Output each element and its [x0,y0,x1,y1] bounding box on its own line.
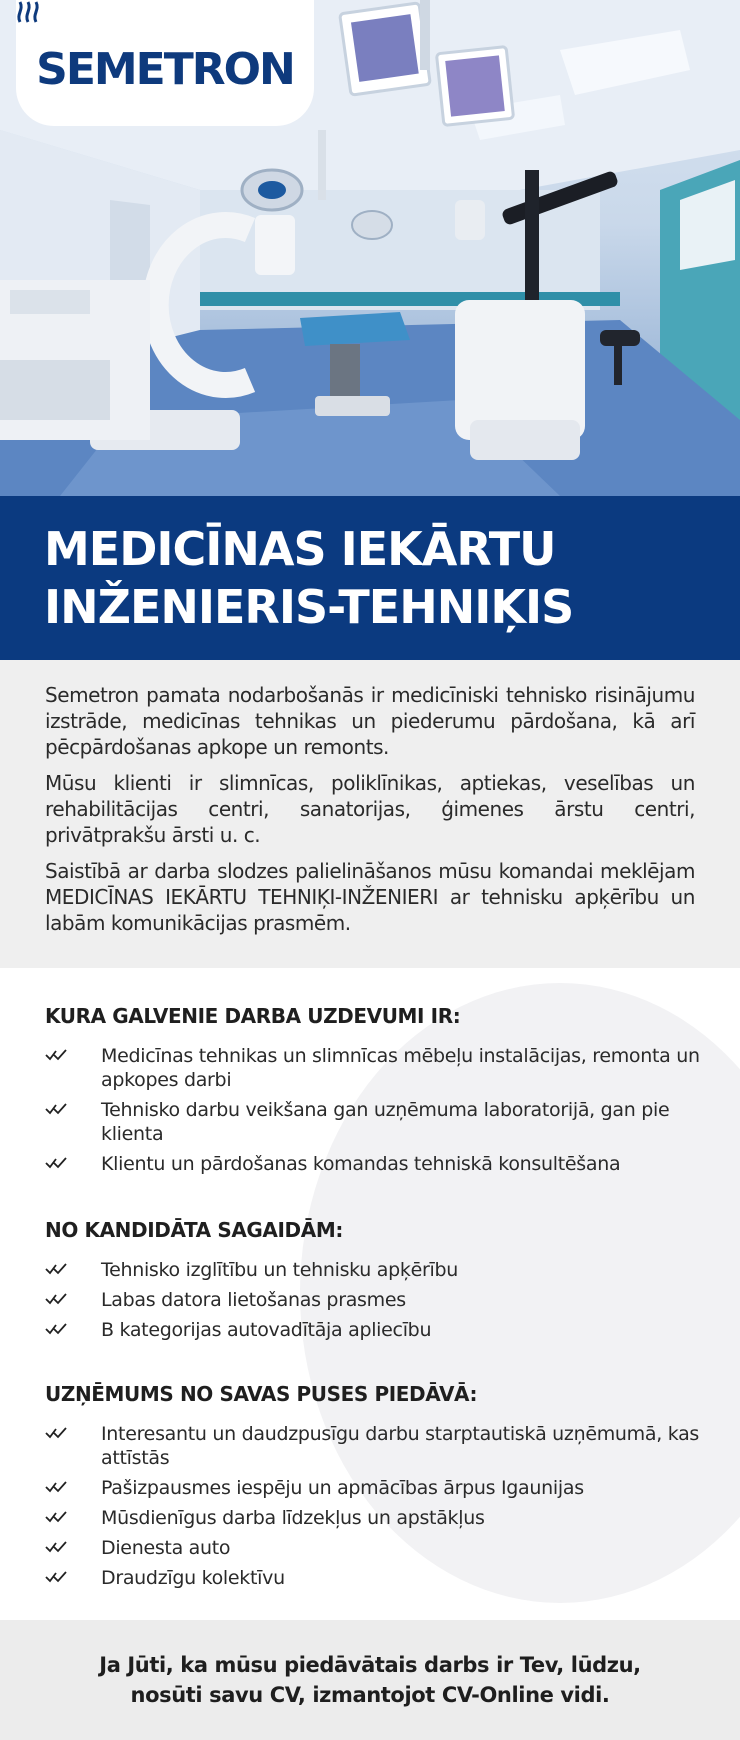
list-item [45,1536,705,1560]
intro-paragraph-3: Saistībā ar darba slodzes palielināšanos mūsu komandai meklējam MEDICĪNAS IEKĀRTU TEHNIĶI-INŽENIERI ar tehnisku apķērību un labām komunikācijas prasmēm. [45,859,695,935]
list-item-text: Dienesta auto [101,1537,231,1559]
job-title-band [0,496,740,660]
list-item [45,1098,705,1146]
job-title-line-2: INŽENIERIS-TEHNIĶIS [44,580,574,634]
list-item-text: Interesantu un daudzpusīgu darbu starptautiskā uzņēmumā, kas attīstās [101,1423,700,1469]
double-check-icon [45,1322,71,1336]
list-item [45,1422,705,1470]
double-check-icon [45,1480,71,1494]
list-item [45,1506,705,1530]
logo-wave-icon [16,0,56,24]
double-check-icon [45,1540,71,1554]
list-item [45,1258,705,1282]
call-to-action-footer [0,1620,740,1740]
list-item-text: Mūsdienīgus darba līdzekļus un apstākļus [101,1507,485,1529]
list-item-text: Tehnisko izglītību un tehnisku apķērību [101,1259,458,1281]
logo-text: SEMETRON [36,43,294,95]
list-item [45,1044,705,1092]
hero-image [0,0,740,496]
list-item-text: Tehnisko darbu veikšana gan uzņēmuma laboratorijā, gan pie klienta [101,1099,670,1145]
double-check-icon [45,1292,71,1306]
double-check-icon [45,1426,71,1440]
double-check-icon [45,1262,71,1276]
list-item-text: Klientu un pārdošanas komandas tehniskā konsultēšana [101,1153,621,1175]
details-section [0,968,740,1620]
double-check-icon [45,1048,71,1062]
requirements-section [45,1218,705,1348]
section-title: KURA GALVENIE DARBA UZDEVUMI IR: [45,1004,461,1028]
list-item [45,1566,705,1590]
list-item [45,1318,705,1342]
list-item [45,1476,705,1500]
section-title: UZŅĒMUMS NO SAVAS PUSES PIEDĀVĀ: [45,1382,478,1406]
cta-line-1: Ja Jūti, ka mūsu piedāvātais darbs ir Tev, lūdzu, [99,1653,641,1677]
logo-panel [16,0,314,126]
list-item [45,1152,705,1176]
list-item-text: Medicīnas tehnikas un slimnīcas mēbeļu instalācijas, remonta un apkopes darbi [101,1045,700,1091]
list-item-text: Pašizpausmes iespēju un apmācības ārpus Igaunijas [101,1477,584,1499]
offer-section [45,1382,705,1596]
list-item [45,1288,705,1312]
double-check-icon [45,1156,71,1170]
double-check-icon [45,1510,71,1524]
double-check-icon [45,1102,71,1116]
intro-paragraph-1: Semetron pamata nodarbošanās ir medicīniski tehnisko risinājumu izstrāde, medicīnas tehnikas un piederumu pārdošana, kā arī pēcpārdošanas apkope un remonts. [45,683,695,759]
list-item-text: Draudzīgu kolektīvu [101,1567,285,1589]
tasks-section [45,1004,705,1182]
double-check-icon [45,1570,71,1584]
list-item-text: B kategorijas autovadītāja apliecību [101,1319,432,1341]
section-title: NO KANDIDĀTA SAGAIDĀM: [45,1218,343,1242]
intro-section [0,660,740,968]
cta-line-2: nosūti savu CV, izmantojot CV-Online vidi. [130,1683,610,1707]
list-item-text: Labas datora lietošanas prasmes [101,1289,406,1311]
job-title-line-1: MEDICĪNAS IEKĀRTU [44,522,556,576]
intro-paragraph-2: Mūsu klienti ir slimnīcas, poliklīnikas, aptiekas, veselības un rehabilitācijas centri, sanatorijas, ģimenes ārstu centri, privātprakšu ārsti u. c. [45,771,695,847]
